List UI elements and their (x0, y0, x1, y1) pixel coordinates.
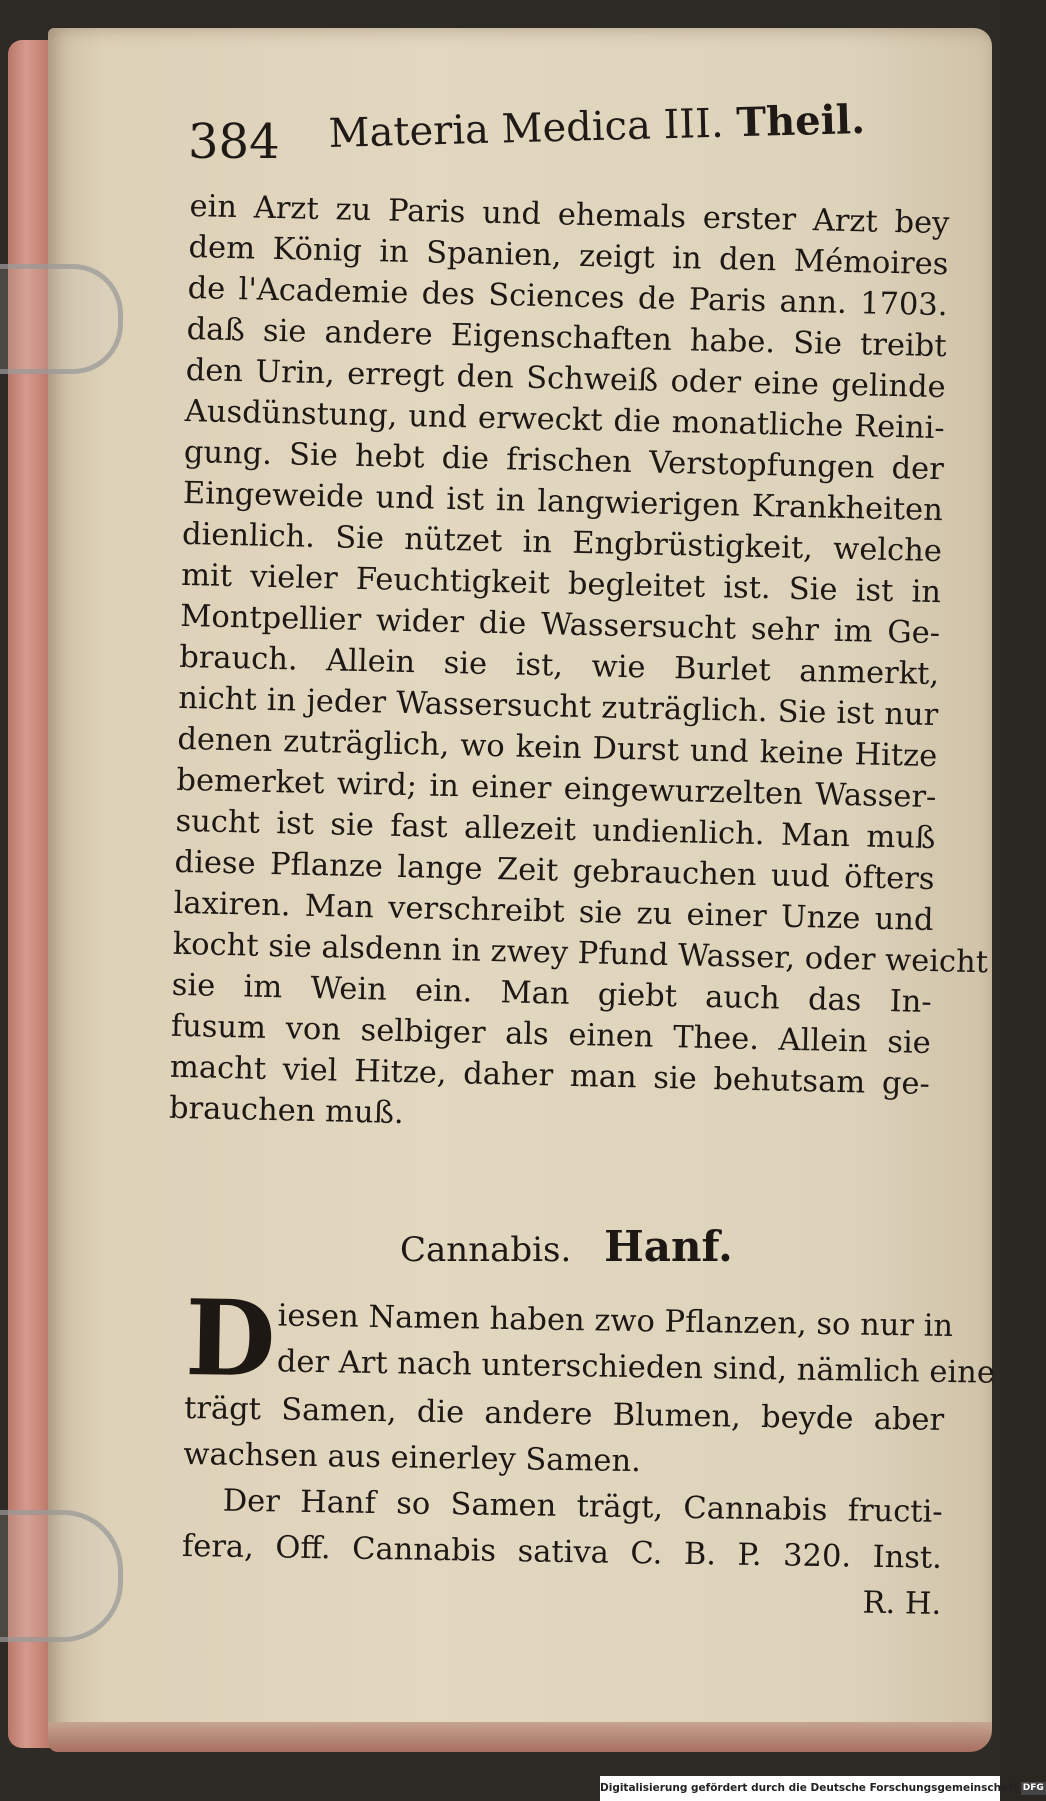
text-line: brauch. Allein sie ist, wie Burlet anmerkt, (178, 639, 940, 693)
text-line: gung. Sie hebt die frischen Verstopfungen der (183, 434, 945, 488)
text-line: bemerket wird; in einer eingewurzelten Wasser- (176, 762, 937, 816)
text-line: de l'Academie des Sciences de Paris ann. 1703. (187, 270, 948, 324)
text-line: nicht in jeder Wassersucht zuträglich. Sie ist nur (177, 680, 939, 734)
text-line: diese Pflanze lange Zeit gebrauchen uud öfters (174, 844, 935, 898)
section-heading-german: Hanf. (604, 1222, 733, 1271)
text-line: denen zuträglich, wo kein Durst und keine Hitze (177, 721, 938, 775)
dfg-logo: DFG (1022, 1782, 1044, 1793)
text-line: der Art nach unterschieden sind, nämlich eine (276, 1344, 996, 1391)
page-bottom-edge (48, 1722, 992, 1752)
text-line: fusum von selbiger als einen Thee. Allein sie (170, 1008, 932, 1062)
text-line: mit vieler Feuchtigkeit begleitet ist. Sie ist in (180, 557, 942, 611)
text-line: Ausdünstung, und erweckt die monatliche Reini- (184, 393, 946, 447)
section-text (181, 1276, 996, 1628)
text-line: Montpellier wider die Wassersucht sehr im Ge- (179, 598, 941, 652)
running-title-text: Materia Medica III. (328, 100, 725, 157)
section-heading-latin: Cannabis. (400, 1230, 572, 1270)
text-line: den Urin, erregt den Schweiß oder eine gelinde (185, 352, 947, 406)
body-text (168, 186, 989, 1146)
section-heading (400, 1222, 880, 1271)
text-line: fera, Off. Cannabis sativa C. B. P. 320. Inst. (181, 1528, 943, 1576)
running-title-bold: Theil. (735, 95, 866, 147)
text-line: sie im Wein ein. Man giebt auch das In- (171, 967, 933, 1021)
text-line: iesen Namen haben zwo Pflanzen, so nur in (277, 1298, 954, 1345)
text-line: wachsen aus einerley Samen. (183, 1436, 642, 1480)
text-line: ein Arzt zu Paris und ehemals erster Arzt bey (189, 188, 950, 242)
text-line: kocht sie alsdenn in zwey Pfund Wasser, oder weicht (172, 926, 989, 981)
text-line: dem König in Spanien, zeigt in den Mémoires (188, 229, 949, 283)
page-clip-top (0, 264, 123, 374)
page-clip-bottom (0, 1510, 123, 1642)
text-line: trägt Samen, die andere Blumen, beyde aber (183, 1390, 945, 1438)
text-line: brauchen muß. (168, 1090, 405, 1132)
text-line: daß sie andere Eigenschaften habe. Sie treibt (186, 311, 947, 365)
footer-text: Digitalisierung gefördert durch die Deutsche Forschungsgemeinschaft (600, 1782, 1018, 1794)
drop-cap-initial: D (184, 1276, 277, 1401)
text-line: macht viel Hitze, daher man sie behutsam ge- (169, 1049, 931, 1103)
text-line: Eingeweide und ist in langwierigen Krankheiten (182, 475, 944, 529)
text-line: sucht ist sie fast allezeit undienlich. Man muß (175, 803, 936, 857)
text-line: Der Hanf so Samen trägt, Cannabis fructi- (222, 1483, 943, 1530)
running-title (328, 96, 866, 157)
digitization-footer (600, 1776, 1044, 1801)
text-line: R. H. (862, 1585, 942, 1622)
page-header (188, 95, 908, 176)
text-line: laxiren. Man verschreibt sie zu einer Unze und (173, 885, 934, 939)
text-line: dienlich. Sie nützet in Engbrüstigkeit, welche (181, 516, 943, 570)
page-number: 384 (188, 114, 280, 170)
